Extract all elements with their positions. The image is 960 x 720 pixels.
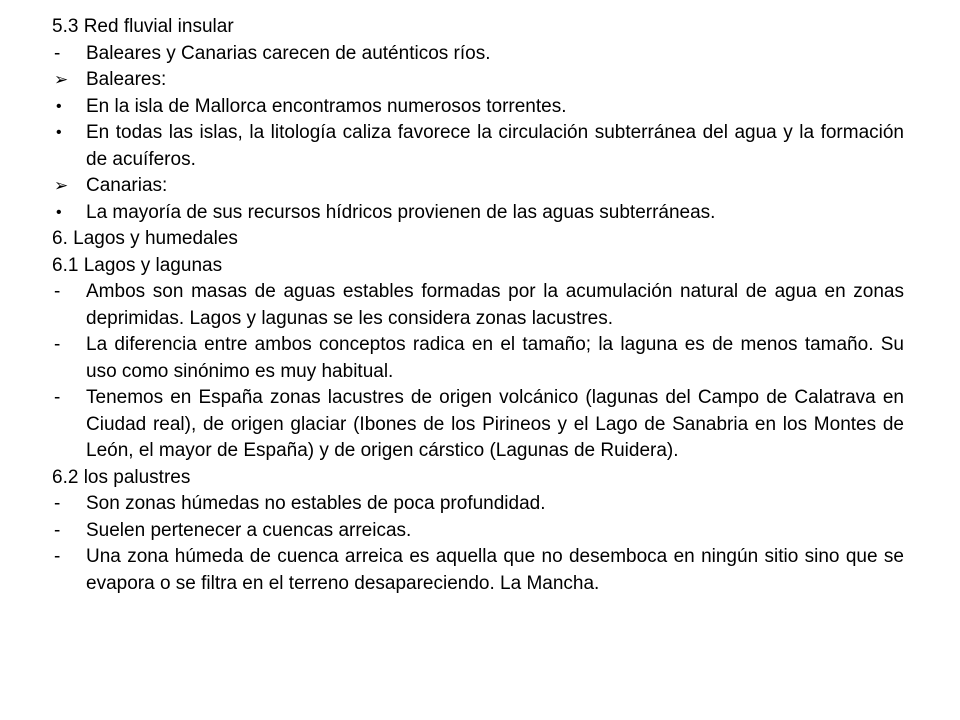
arrow-bullet-icon: ➢ (54, 70, 69, 89)
line-text: La diferencia entre ambos conceptos radica en el tamaño; la laguna es de menos tamaño. Su uso como sinónimo es muy habitual. (86, 334, 904, 382)
list-item (52, 385, 904, 465)
line-text: Suelen pertenecer a cuencas arreicas. (86, 519, 412, 541)
list-item (52, 279, 904, 332)
dash-marker: - (54, 334, 61, 355)
list-item (52, 544, 904, 597)
list-item (52, 491, 904, 518)
arrow-bullet-icon: ➢ (54, 176, 69, 195)
line-text: Una zona húmeda de cuenca arreica es aquella que no desemboca en ningún sitio sino que se evapora o se filtra en el terreno desapareciendo. La Mancha. (86, 546, 904, 594)
list-item (52, 41, 904, 68)
line-text: En todas las islas, la litología caliza favorece la circulación subterránea del agua y la formación de acuíferos. (86, 122, 904, 170)
line-text: 5.3 Red fluvial insular (52, 16, 234, 37)
list-item (52, 120, 904, 173)
line-text: En la isla de Mallorca encontramos numerosos torrentes. (86, 95, 567, 117)
line-text: Canarias: (86, 175, 168, 196)
subheading-item (52, 67, 904, 94)
line-text: La mayoría de sus recursos hídricos provienen de las aguas subterráneas. (86, 201, 716, 223)
list-item (52, 200, 904, 227)
dash-marker: - (54, 519, 61, 541)
line-text: Ambos son masas de aguas estables formadas por la acumulación natural de agua en zonas deprimidas. Lagos y lagunas se les considera zonas lacustres. (86, 281, 904, 329)
dash-marker: - (54, 281, 61, 302)
section-heading (52, 226, 904, 253)
list-item (52, 518, 904, 545)
dash-marker: - (54, 546, 61, 567)
section-heading (52, 253, 904, 280)
line-text: Baleares: (86, 69, 167, 90)
list-item (52, 94, 904, 121)
section-heading (52, 465, 904, 492)
dash-marker: - (54, 493, 61, 514)
dash-marker: - (54, 387, 61, 408)
line-text: Son zonas húmedas no estables de poca profundidad. (86, 493, 546, 514)
slide-content (52, 14, 904, 597)
section-heading (52, 14, 904, 41)
list-item (52, 332, 904, 385)
bullet-icon: • (56, 97, 62, 115)
bullet-icon: • (56, 124, 62, 141)
subheading-item (52, 173, 904, 200)
line-text: Baleares y Canarias carecen de auténticos ríos. (86, 42, 491, 64)
line-text: 6.1 Lagos y lagunas (52, 254, 223, 276)
dash-marker: - (54, 42, 61, 64)
line-text: 6. Lagos y humedales (52, 228, 238, 249)
line-text: 6.2 los palustres (52, 466, 191, 488)
line-text: Tenemos en España zonas lacustres de origen volcánico (lagunas del Campo de Calatrava en Ciudad real), de origen glaciar (Ibones de los Pirineos y el Lago de Sanabria en los Montes de León, el mayor de España) y de origen cárstico (Lagunas de Ruidera). (86, 387, 904, 461)
bullet-icon: • (56, 203, 62, 221)
